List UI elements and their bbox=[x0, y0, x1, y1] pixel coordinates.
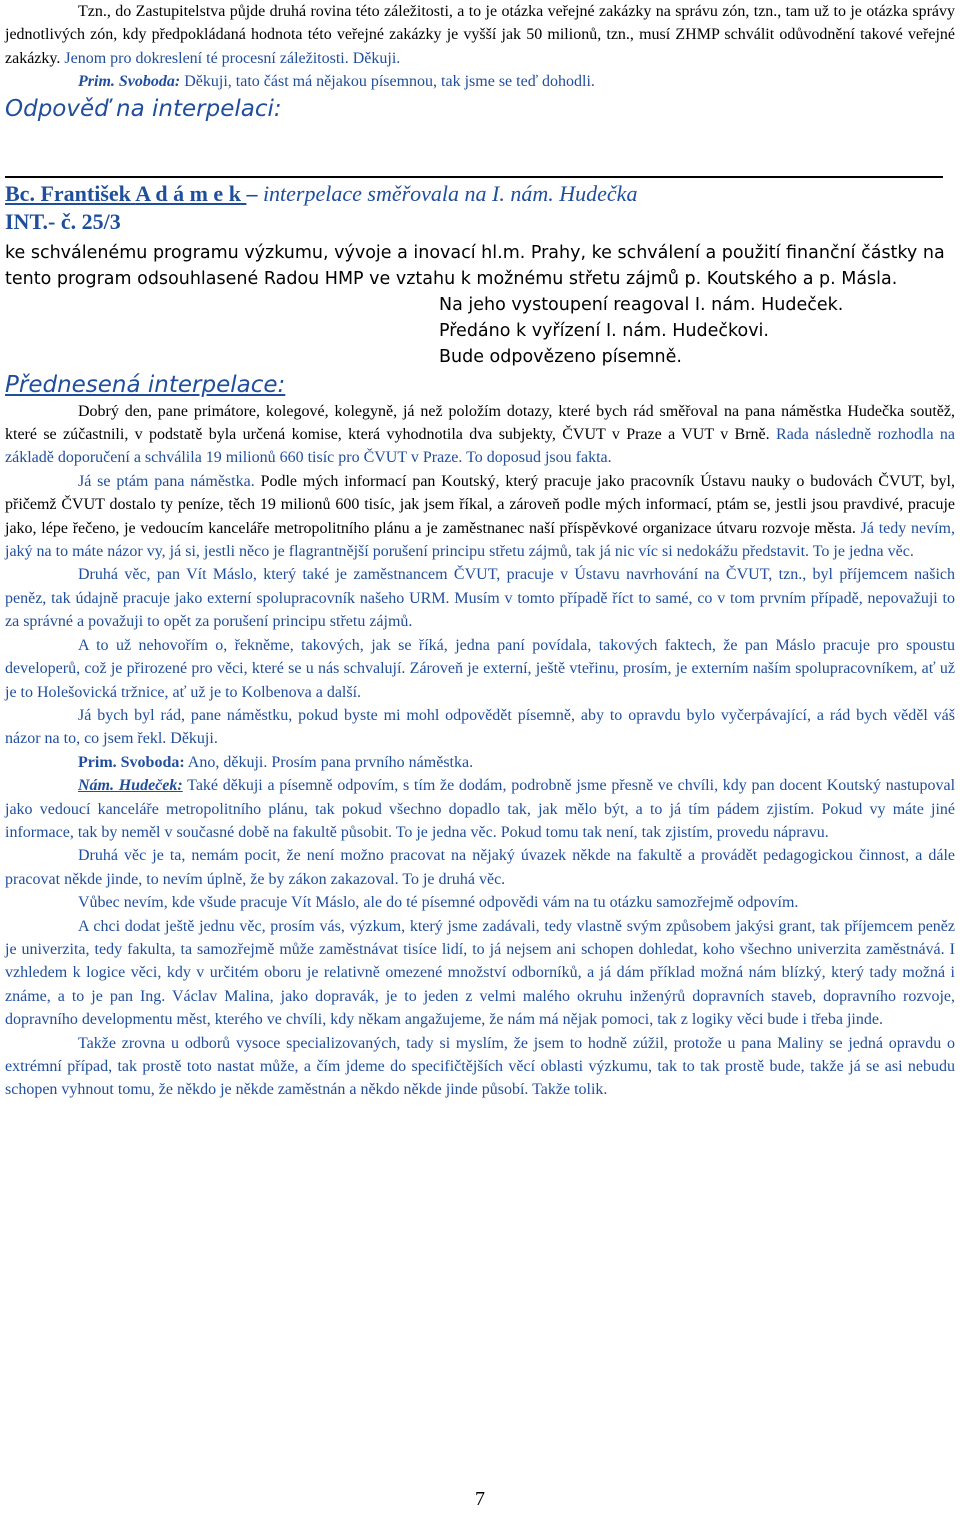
speaker-label: Prim. Svoboda: bbox=[78, 73, 181, 91]
note-handed-over: Předáno k vyřízení I. nám. Hudečkovi. bbox=[439, 320, 769, 341]
body-paragraph: Já bych byl rád, pane náměstku, pokud byste mi mohl odpovědět písemně, aby to opravdu bylo vyčerpávající, a rád bych věděl váš názor na to, co jsem řekl. Děkuji. bbox=[5, 706, 955, 748]
body-paragraph bbox=[5, 470, 955, 564]
author-name: A d á m e k bbox=[135, 180, 241, 206]
speaker-text: Ano, děkuji. Prosím pana prvního náměstka. bbox=[187, 753, 474, 771]
body-text-blue: Já tedy nevím, jaký na to máte názor vy, já si, jestli něco je flagrantnější porušení principu střetu zájmů, tak já nic víc si nedokážu představit. To je jedna věc. bbox=[5, 519, 955, 561]
interpellation-subject: ke schválenému programu výzkumu, vývoje a inovací hl.m. Prahy, ke schválení a použití finanční částky na tento program odsouhlasené Radou HMP ve vztahu k možnému střetu zájmů p. Koutského a p. Másla. bbox=[5, 242, 945, 289]
body-text-blue: Já se ptám pana náměstka. bbox=[78, 472, 255, 490]
body-paragraph: A chci dodat ještě jednu věc, prosím vás, výzkum, který jsme zadávali, tedy vlastně svým způsobem jakýsi grant, tak příjemcem peněz je univerzita, tedy fakulta, ta samozřejmě může zaměstnávat tisíce lidí, to já nejsem ani schopen dohledat, koho všechno univerzita zaměstnává. I vzhledem k logice věci, kdy v určitém oboru je relativně omezené množství odborníků, a já dám příklad možná nám blízký, který tady možná i známe, a to je pan Ing. Václav Malina, jako dopravák, je to jeden z velmi malého okruhu inženýrů dopravních staveb, dopravního rozvoje, dopravního developmentu měst, kterého ve chvíli, kdy někam angažujeme, že nám má nějak pomoci, tak z logiky věci bude i třeba jinde. bbox=[5, 917, 955, 1029]
interpellation-author-line bbox=[5, 180, 955, 208]
answer-heading: Odpověď na interpelaci: bbox=[5, 95, 282, 122]
author-prefix: Bc. František bbox=[5, 180, 131, 206]
author-dash: – bbox=[246, 180, 258, 206]
body-text-blue: Rada následně rozhodla na základě doporučení a schválila 19 milionů 660 tisíc pro ČVUT v Praze. To doposud jsou fakta. bbox=[5, 426, 955, 467]
intro-text: Tzn., do Zastupitelstva půjde druhá rovina této záležitosti, a to je otázka veřejné zakázky na správu zón, tzn., tam už to je otázka správy jednotlivých zón, kdy předpokládaná hodnota této veřejné zakázky je vyšší jak 50 milionů, tzn., musí ZHMP schválit odůvodnění takové veřejné zakázky. bbox=[5, 3, 955, 67]
delivered-heading: Přednesená interpelace: bbox=[5, 371, 286, 398]
interpellation-notes bbox=[5, 292, 955, 370]
speaker-label: Prim. Svoboda: bbox=[78, 753, 185, 771]
interpellation-number: INT.- č. 25/3 bbox=[5, 208, 121, 234]
note-written-answer: Bude odpovězeno písemně. bbox=[439, 346, 682, 367]
intro-paragraph-1 bbox=[5, 0, 955, 70]
body-paragraph bbox=[5, 774, 955, 844]
page-number: 7 bbox=[475, 1488, 485, 1510]
intro-paragraph-2 bbox=[5, 70, 955, 93]
document-page bbox=[5, 0, 955, 1102]
body-paragraph bbox=[5, 751, 955, 774]
intro-text-blue: Jenom pro dokreslení té procesní záležitosti. Děkuji. bbox=[64, 49, 401, 67]
body-text: Dobrý den, pane primátore, kolegové, kolegyně, já než položím dotazy, které bych rád směřoval na pana náměstka Hudečka soutěž, které se zúčastnili, v podstatě byla určená komise, která vyhodnotila dva subjekty, ČVUT v Praze a VUT v Brně. bbox=[5, 402, 955, 444]
speaker-text: Děkuji, tato část má nějakou písemnou, tak jsme se teď dohodli. bbox=[184, 73, 595, 91]
note-reacted: Na jeho vystoupení reagoval I. nám. Hudeček. bbox=[439, 294, 844, 315]
directed-to: interpelace směřovala na I. nám. Hudečka bbox=[262, 180, 638, 206]
body-paragraph: Vůbec nevím, kde všude pracuje Vít Máslo, ale do té písemné odpovědi vám na tu otázku samozřejmě odpovím. bbox=[78, 894, 799, 912]
body-paragraph: Druhá věc je ta, nemám pocit, že není možno pracovat na nějaký úvazek někde na fakultě a provádět pedagogickou činnost, a dále pracovat někde jinde, to nevím úplně, že by zákon zakazoval. To je druhá věc. bbox=[5, 847, 955, 888]
body-paragraph: Druhá věc, pan Vít Máslo, který také je zaměstnancem ČVUT, pracuje v Ústavu navrhování na ČVUT, tzn., byl příjemcem našich peněz, tak údajně pracuje jako externí spolupracovník našeho URM. Musím v tomto případě říct to samé, co v tom prvním případě, nepovažuji to za správné a považuji to opět za porušení principu střetu zájmů. bbox=[5, 566, 955, 631]
divider-rule bbox=[5, 176, 943, 178]
body-text: Podle mých informací pan Koutský, který pracuje jako pracovník Ústavu nauky o budovách ČVUT, byl, přičemž ČVUT dostalo ty peníze, těch 19 milionů 600 tisíc, jak jsem říkal, a zároveň podle mých informací, ptám se, jestli jsou pravdivé, pracuje jako, lépe řečeno, je vedoucím kanceláře metropolitního plánu a je zaměstnanec naší příspěvkové organizace útvaru rozvoje města. bbox=[5, 472, 955, 537]
speaker-label: Nám. Hudeček: bbox=[78, 777, 183, 795]
body-paragraph bbox=[5, 400, 955, 470]
body-paragraph: Takže zrovna u odborů vysoce specializovaných, tady si myslím, že jsem to hodně zúžil, protože u pana Maliny se jedná opravdu o extrémní případ, tak prostě toto nastat může, a čím jdeme do specifičtějších věcí oblasti výzkumu, tak to tak prostě bude, takže já se asi nebudu schopen vyhnout tomu, že někdo je někde zaměstnán a někdo někde jinde působí. Takže tolik. bbox=[5, 1034, 955, 1099]
speaker-text: Také děkuji a písemně odpovím, s tím že dodám, podrobně jsme přesně ve chvíli, kdy pan docent Koutský nastupoval jako vedoucí kanceláře metropolitního plánu, tak pokud všechno dopadlo tak, jak mělo být, a to já tím pádem zjistím. Pokud vy máte jiné informace, tak by neměl v současné době na fakultě působit. To je jedna věc. Pokud tomu tak není, tak zjistím, provedu nápravu. bbox=[5, 777, 956, 841]
spacer bbox=[5, 124, 955, 176]
body-paragraph: A to už nehovořím o, řekněme, takových, jak se říká, jedna paní povídala, takových faktech, že pan Máslo pracuje pro spoustu developerů, což je přirozené pro věci, které se u nás schvalují. Zároveň je externí, ještě vteřinu, prosím, je externím naším spolupracovníkem, ať už je to Holešovická tržnice, ať už je to Kolbenova a další. bbox=[5, 636, 955, 701]
